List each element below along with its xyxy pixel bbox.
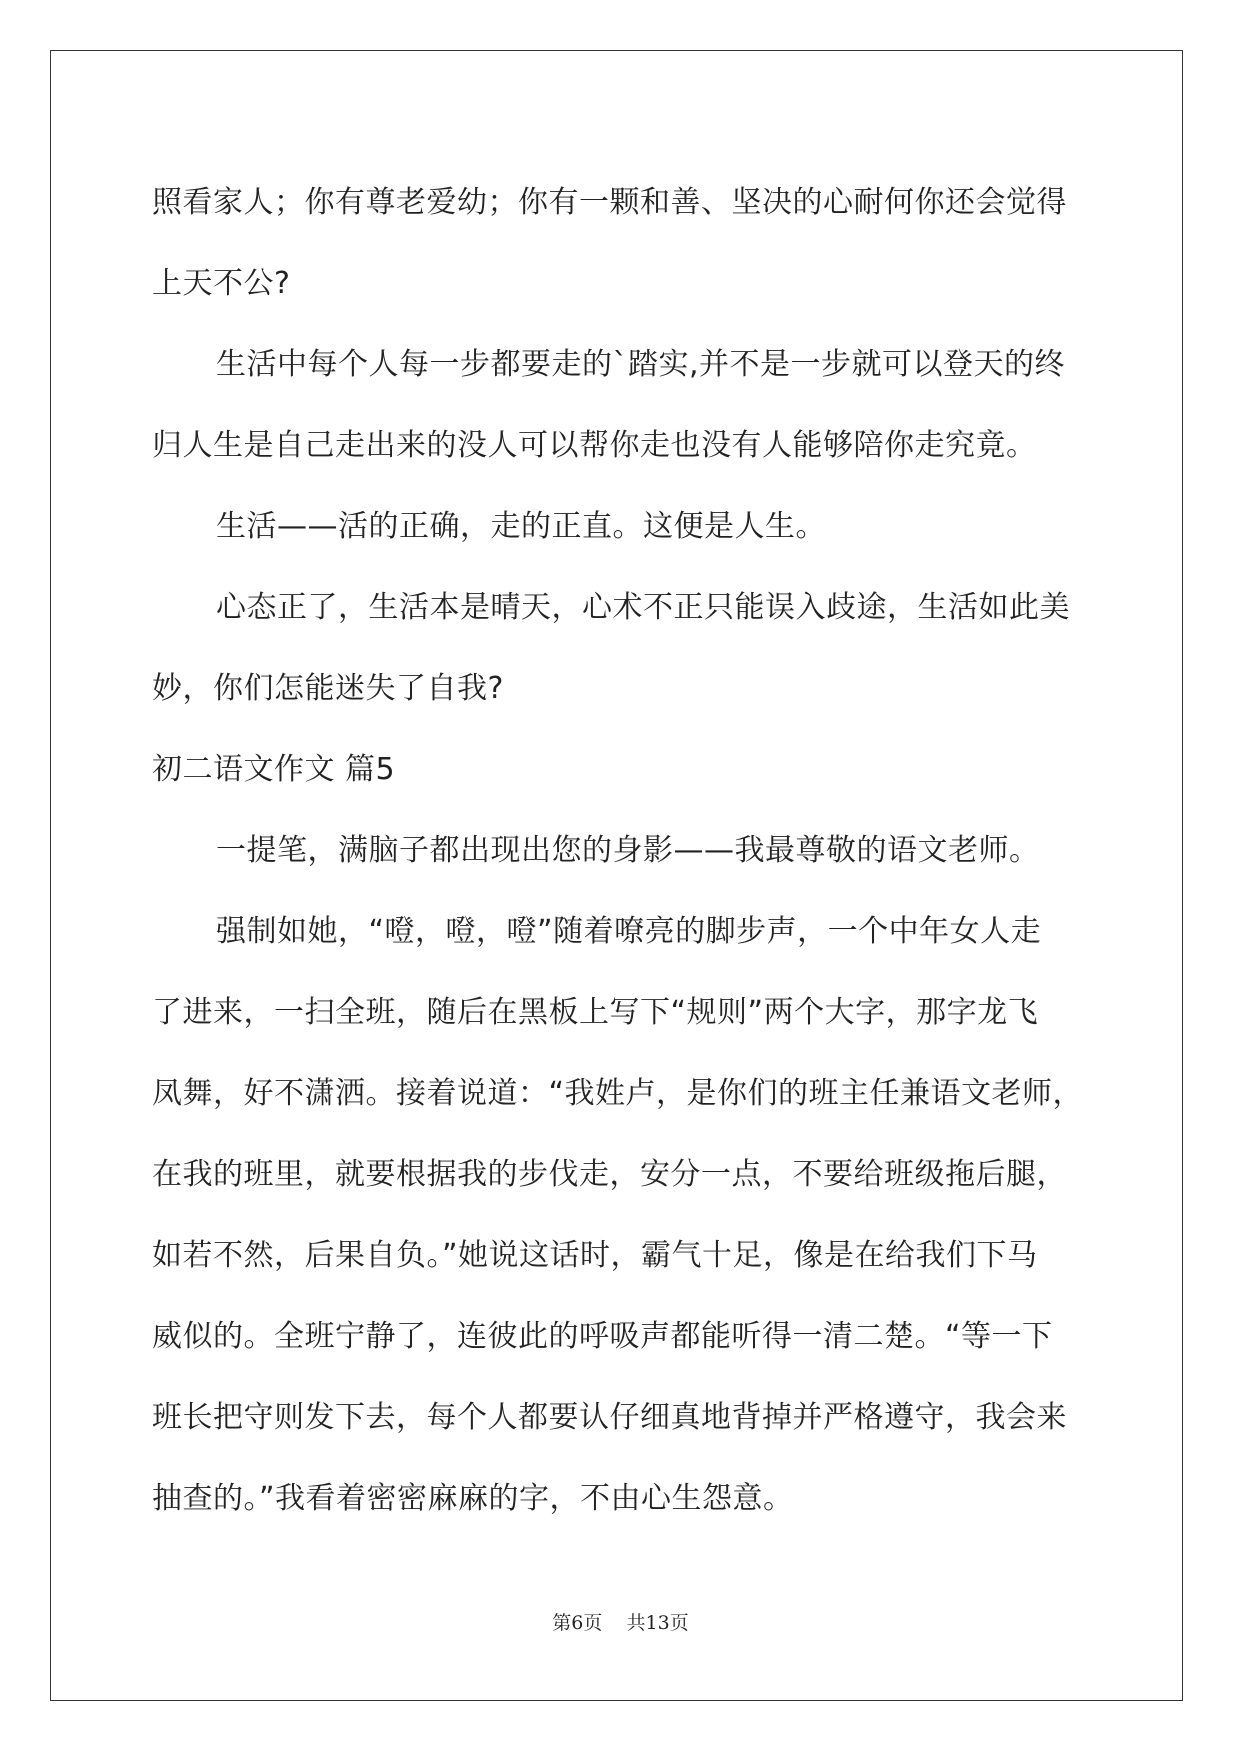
text-line: 威似的。全班宁静了，连彼此的呼吸声都能听得一清二楚。“等一下 (152, 1319, 1053, 1354)
page-footer (0, 1608, 1241, 1635)
text-line: 妙，你们怎能迷失了自我? (152, 671, 504, 706)
text-line: 生活中每个人每一步都要走的`踏实,并不是一步就可以登天的终 (216, 347, 1066, 382)
text-line: 在我的班里，就要根据我的步伐走，安分一点，不要给班级拖后腿， (152, 1157, 1067, 1192)
page-total: 共13页 (626, 1612, 689, 1634)
text-line: 抽查的。”我看着密密麻麻的字，不由心生怨意。 (152, 1481, 794, 1516)
text-line: 一提笔，满脑子都出现出您的身影——我最尊敬的语文老师。 (216, 833, 1040, 868)
text-line: 心态正了，生活本是晴天，心术不正只能误入歧途，生活如此美 (216, 590, 1070, 625)
text-line: 凤舞，好不潇洒。接着说道：“我姓卢，是你们的班主任兼语文老师， (152, 1076, 1084, 1111)
text-line: 了进来，一扫全班，随后在黑板上写下“规则”两个大字，那字龙飞 (152, 995, 1039, 1030)
section-heading: 初二语文作文 篇5 (152, 752, 396, 787)
text-line: 强制如她，“噔，噔，噔”随着嘹亮的脚步声，一个中年女人走 (216, 914, 1042, 949)
page-number: 第6页 (552, 1612, 603, 1634)
text-line: 生活——活的正确，走的正直。这便是人生。 (216, 509, 826, 544)
text-line: 上天不公? (152, 266, 291, 301)
text-line: 如若不然，后果自负。”她说这话时，霸气十足，像是在给我们下马 (152, 1238, 1038, 1273)
document-body (152, 162, 1112, 1539)
text-line: 照看家人；你有尊老爱幼；你有一颗和善、坚决的心耐何你还会觉得 (152, 185, 1067, 220)
text-line: 班长把守则发下去，每个人都要认仔细真地背掉并严格遵守，我会来 (152, 1400, 1067, 1435)
text-line: 归人生是自己走出来的没人可以帮你走也没有人能够陪你走究竟。 (152, 428, 1037, 463)
